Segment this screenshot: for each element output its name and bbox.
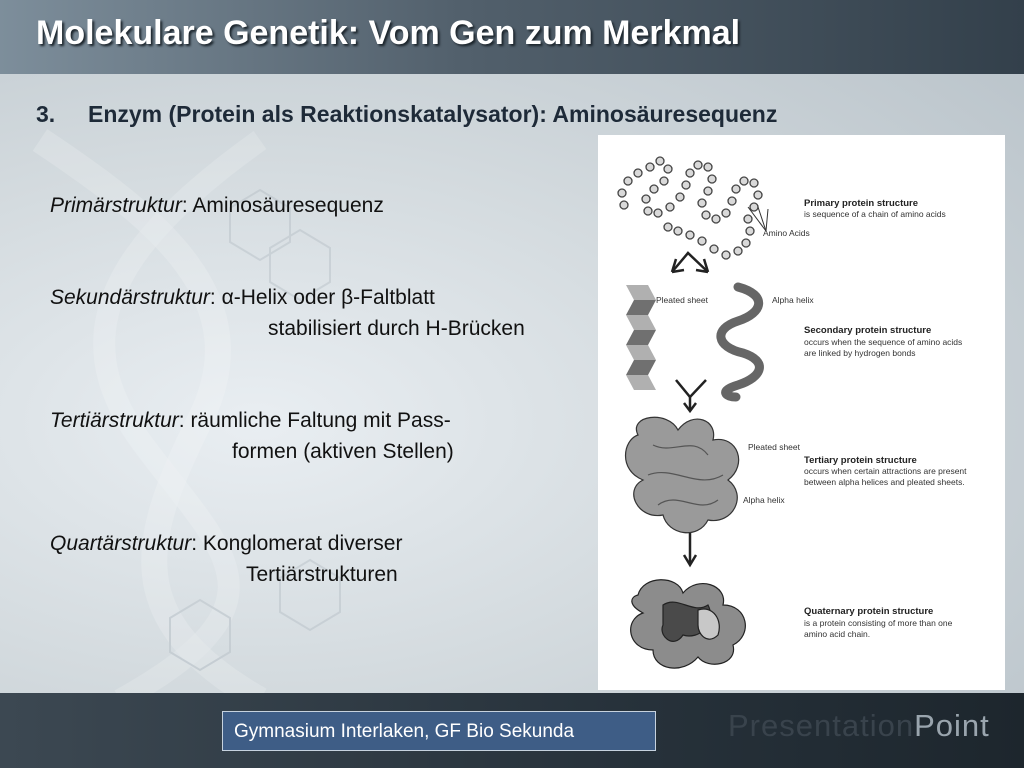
term-separator: :	[178, 409, 191, 432]
fig-secondary-title: Secondary protein structure	[804, 325, 932, 336]
list-item-quaternary	[50, 528, 402, 590]
amino-acid-bead	[698, 199, 706, 207]
fig-tertiary-desc1: occurs when certain attractions are present	[804, 466, 967, 476]
amino-acid-bead	[620, 201, 628, 209]
amino-acid-bead	[750, 179, 758, 187]
list-item-tertiary	[50, 405, 454, 467]
amino-acid-bead	[704, 187, 712, 195]
pleated-sheet-icon	[626, 285, 656, 390]
split-arrow-icon	[672, 253, 708, 272]
footer-school-label: Gymnasium Interlaken, GF Bio Sekunda	[234, 721, 575, 742]
amino-acid-bead	[654, 209, 662, 217]
brand-part1: Presentation	[728, 708, 915, 743]
tertiary-structure-icon	[626, 417, 739, 532]
fig-quaternary-desc2: amino acid chain.	[804, 629, 871, 639]
amino-acid-bead	[660, 177, 668, 185]
term-secondary: Sekundärstruktur	[50, 286, 210, 309]
amino-acid-bead	[728, 197, 736, 205]
amino-acid-bead	[664, 165, 672, 173]
desc-secondary: α-Helix oder β-Faltblatt	[221, 286, 435, 309]
amino-acid-bead	[624, 177, 632, 185]
list-item-primary	[50, 190, 384, 221]
term-separator: :	[181, 194, 193, 217]
amino-acid-bead	[704, 163, 712, 171]
amino-acid-bead	[722, 251, 730, 259]
amino-acid-bead	[686, 231, 694, 239]
amino-acid-bead	[746, 227, 754, 235]
section-heading	[36, 101, 777, 128]
presentationpoint-logo	[728, 708, 990, 744]
amino-acid-bead	[650, 185, 658, 193]
amino-acid-bead	[710, 245, 718, 253]
amino-acid-bead	[740, 177, 748, 185]
down-arrow-icon	[684, 533, 696, 565]
fig-quaternary-desc1: is a protein consisting of more than one	[804, 618, 953, 628]
amino-acid-bead	[708, 175, 716, 183]
fig-quaternary-title: Quaternary protein structure	[804, 606, 934, 617]
slide-title: Molekulare Genetik: Vom Gen zum Merkmal	[36, 14, 741, 52]
amino-acid-bead	[676, 193, 684, 201]
fig-tertiary-pleated: Pleated sheet	[748, 442, 800, 452]
fig-secondary-desc1: occurs when the sequence of amino acids	[804, 337, 963, 347]
amino-acid-bead	[674, 227, 682, 235]
merge-arrow-icon	[676, 380, 706, 411]
desc-secondary-cont: stabilisiert durch H-Brücken	[268, 317, 525, 340]
alpha-helix-icon	[721, 287, 760, 397]
desc-tertiary: räumliche Faltung mit Pass-	[190, 409, 451, 432]
amino-acid-bead	[754, 191, 762, 199]
section-number: 3.	[36, 101, 56, 127]
quaternary-structure-icon	[631, 580, 746, 668]
list-item-secondary	[50, 282, 525, 344]
protein-structure-diagram	[598, 135, 1005, 690]
fig-amino-acids: Amino Acids	[763, 228, 810, 238]
term-separator: :	[191, 532, 203, 555]
amino-acid-bead	[664, 223, 672, 231]
amino-acid-bead	[618, 189, 626, 197]
amino-acid-bead	[686, 169, 694, 177]
desc-tertiary-cont: formen (aktiven Stellen)	[232, 440, 454, 463]
amino-acid-bead	[666, 203, 674, 211]
term-tertiary: Tertiärstruktur	[50, 409, 179, 432]
fig-primary-desc: is sequence of a chain of amino acids	[804, 209, 946, 219]
amino-acid-bead	[712, 215, 720, 223]
amino-acid-bead	[742, 239, 750, 247]
desc-primary: Aminosäuresequenz	[192, 194, 384, 217]
amino-acid-bead	[750, 203, 758, 211]
fig-alpha-helix: Alpha helix	[772, 295, 814, 305]
amino-acid-bead	[744, 215, 752, 223]
term-separator: :	[209, 286, 222, 309]
amino-acid-bead	[656, 157, 664, 165]
fig-secondary-desc2: are linked by hydrogen bonds	[804, 348, 916, 358]
desc-quaternary-cont: Tertiärstrukturen	[246, 563, 398, 586]
desc-quaternary: Konglomerat diverser	[202, 532, 403, 555]
amino-acid-bead	[644, 207, 652, 215]
brand-part2: Point	[914, 708, 990, 743]
term-quaternary: Quartärstruktur	[50, 532, 192, 555]
amino-acid-bead	[698, 237, 706, 245]
amino-acid-bead	[694, 161, 702, 169]
fig-primary-title: Primary protein structure	[804, 198, 919, 209]
amino-acid-bead	[732, 185, 740, 193]
fig-tertiary-title: Tertiary protein structure	[804, 455, 917, 466]
term-primary: Primärstruktur	[50, 194, 182, 217]
amino-acid-bead	[682, 181, 690, 189]
amino-acid-bead	[722, 209, 730, 217]
amino-acid-bead	[646, 163, 654, 171]
amino-acid-bead	[734, 247, 742, 255]
fig-tertiary-desc2: between alpha helices and pleated sheets.	[804, 477, 965, 487]
protein-structure-figure	[598, 135, 1005, 690]
section-heading-text: Enzym (Protein als Reaktionskatalysator): Aminosäuresequenz	[88, 101, 778, 127]
fig-pleated-sheet: Pleated sheet	[656, 295, 708, 305]
amino-acid-chain-icon	[618, 157, 762, 259]
amino-acid-bead	[702, 211, 710, 219]
amino-acid-bead	[634, 169, 642, 177]
amino-acid-bead	[642, 195, 650, 203]
fig-tertiary-alpha: Alpha helix	[743, 495, 785, 505]
